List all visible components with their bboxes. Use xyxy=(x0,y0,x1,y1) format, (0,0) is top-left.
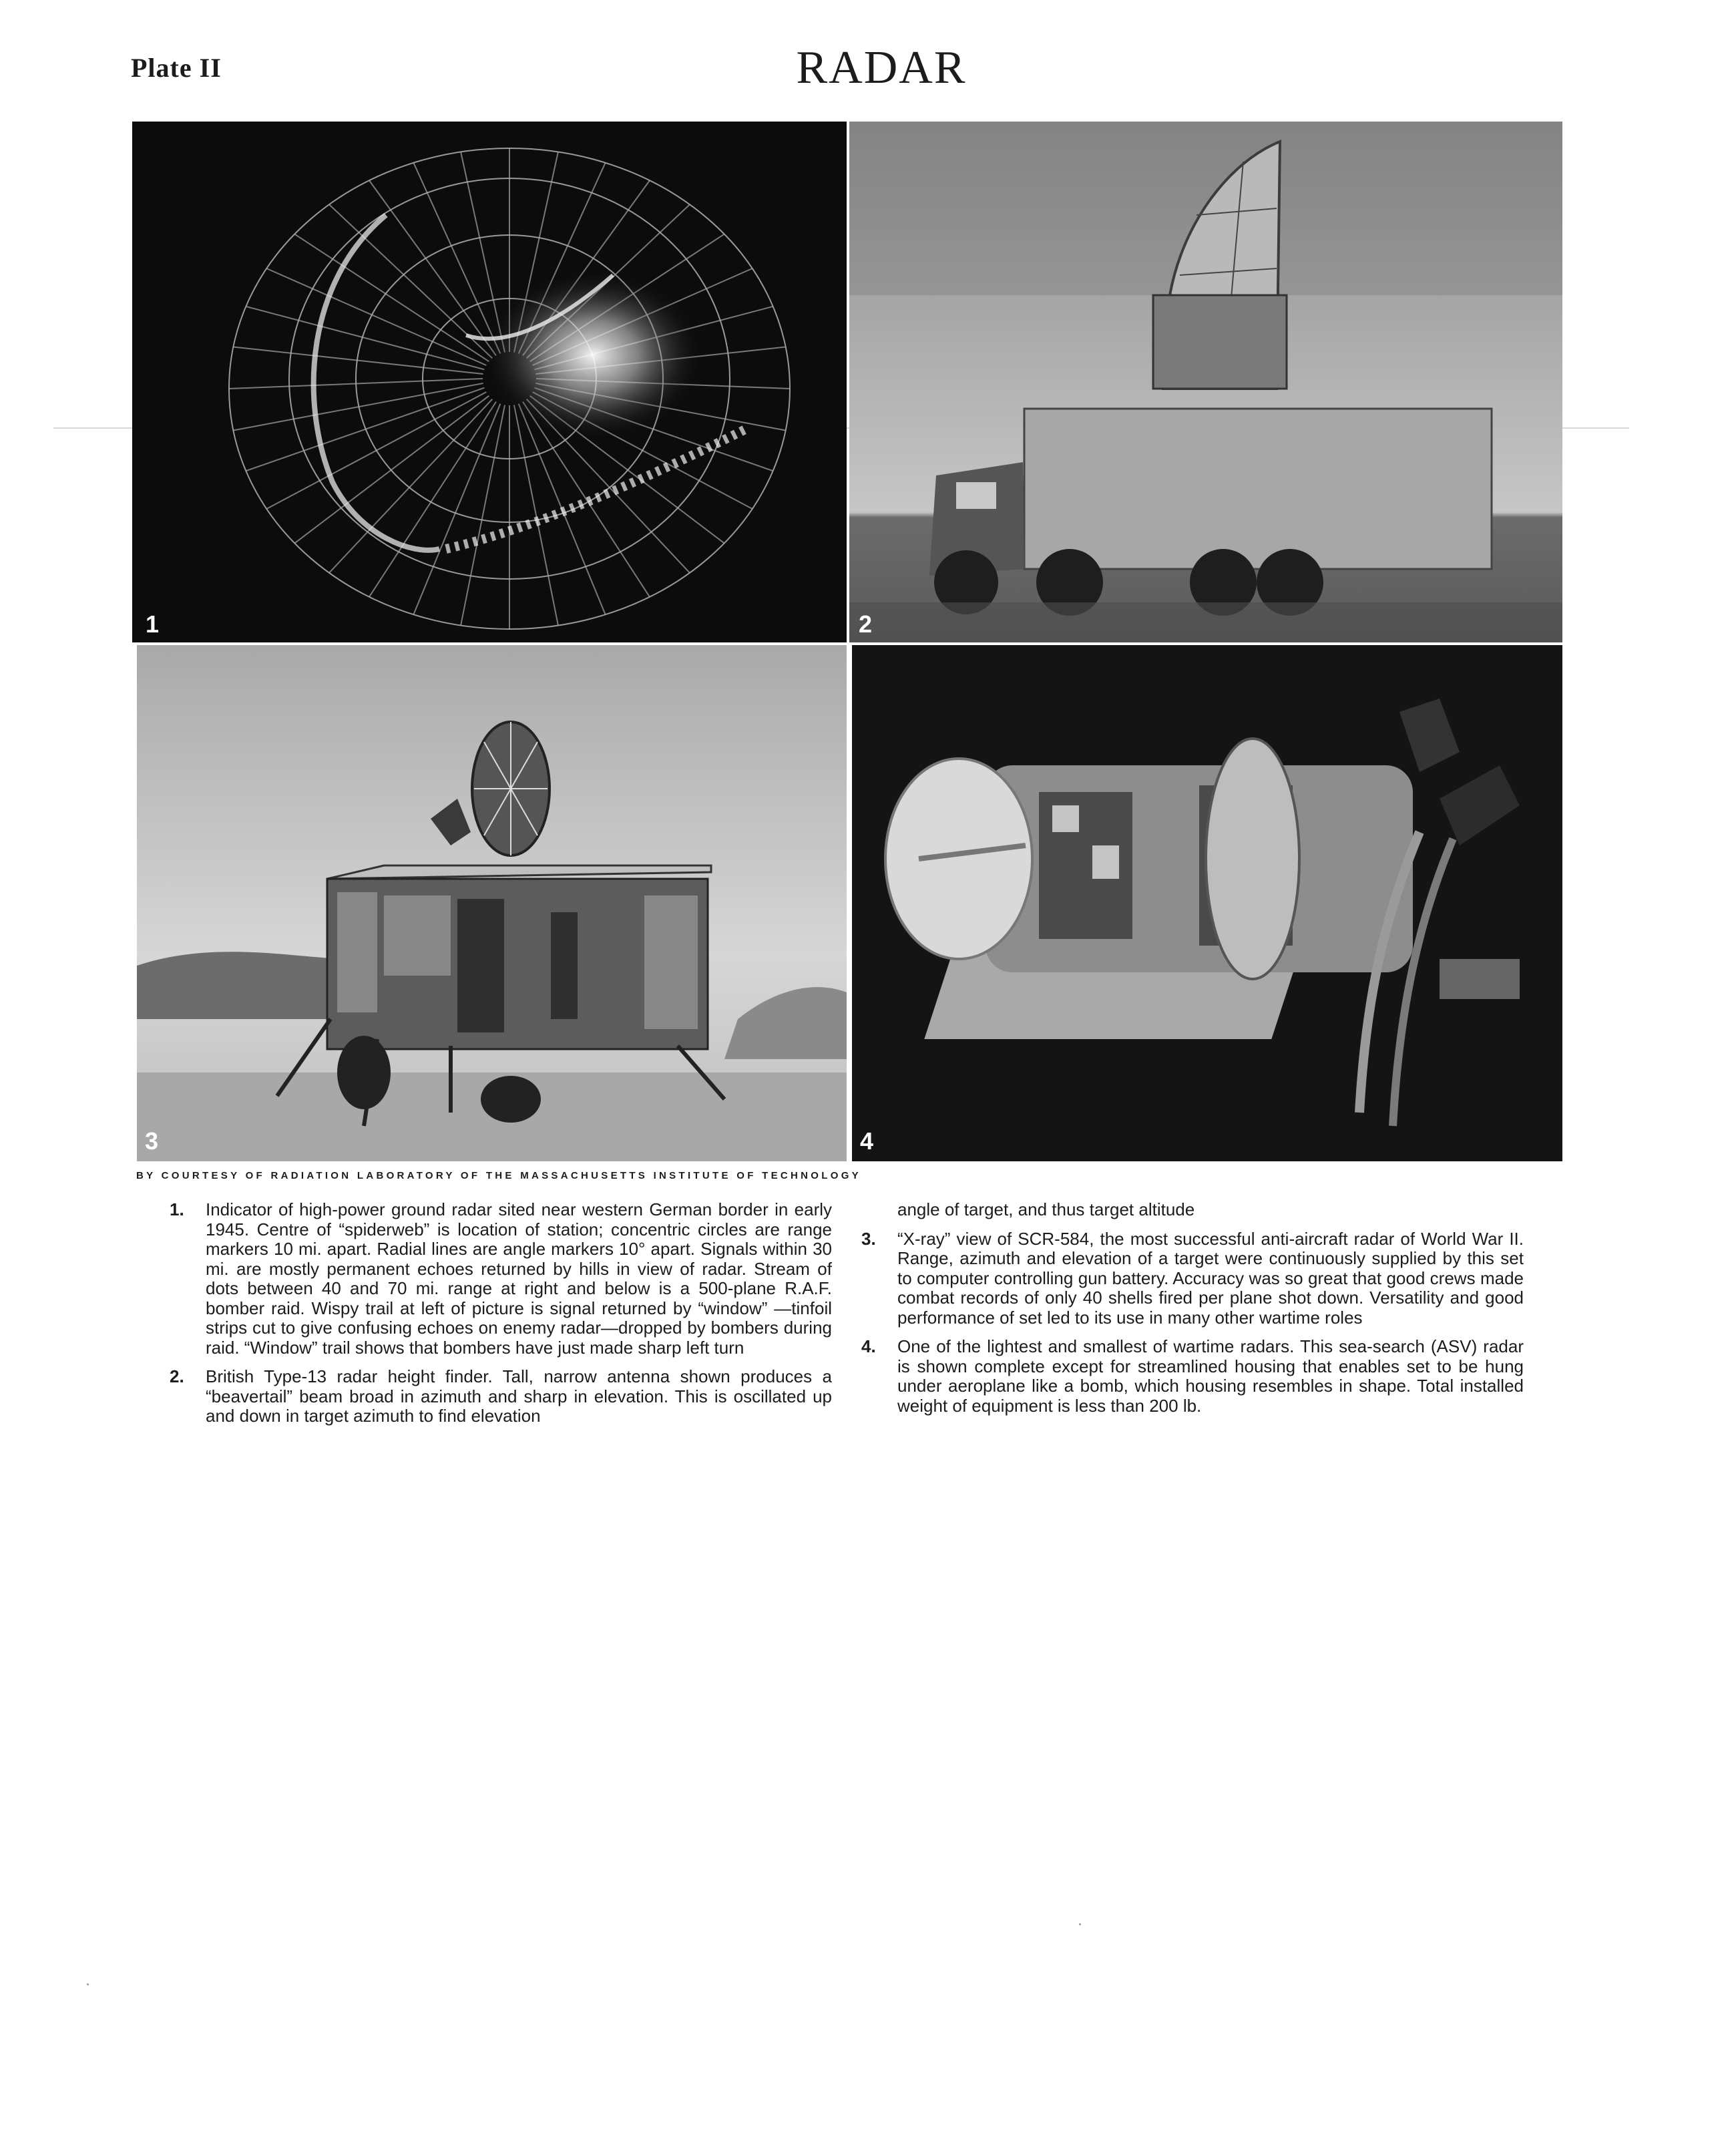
caption-1 xyxy=(170,1200,832,1358)
page-title: RADAR xyxy=(796,42,967,93)
scope-angle-marker xyxy=(294,234,489,362)
caption-3-number: 3. xyxy=(861,1228,876,1249)
scope-angle-marker xyxy=(246,307,484,369)
scope-angle-marker xyxy=(514,405,558,625)
plate-label: Plate II xyxy=(131,53,222,83)
caption-4-text: One of the lightest and smallest of wartime radars. This sea-search (ASV) radar is shown complete except for streamlined housing that enables set to be hung under aeroplane like a bomb, which housing resembles in shape. Total installed weight of equipment is less than 200 lb. xyxy=(897,1336,1524,1416)
scope-angle-marker xyxy=(246,388,484,471)
caption-column-right xyxy=(861,1200,1524,1425)
scope-angle-marker xyxy=(266,392,486,509)
scope-angle-marker xyxy=(294,396,489,544)
scan-speck xyxy=(87,1983,89,1985)
caption-3-text: “X-ray” view of SCR-584, the most successful anti-aircraft radar of World War II. Range, azimuth and elevation of a target were continuously supplied by this set to computer controlling gun battery. Accuracy was so great that good crews made combat records of only 40 shells fired per plane shot down. Versatility and good performance of set led to its use in many other wartime roles xyxy=(897,1228,1524,1328)
scope-angle-marker xyxy=(233,383,483,431)
photo-2-number: 2 xyxy=(859,610,873,638)
photo-2-height-finder xyxy=(849,122,1562,642)
photo-3-number: 3 xyxy=(145,1127,159,1155)
photo-3-scr-584 xyxy=(137,645,847,1161)
photo-1-radar-scope xyxy=(132,122,847,642)
scope-angle-marker xyxy=(461,405,505,625)
caption-4-number: 4. xyxy=(861,1336,876,1356)
photo-4-asv-radar xyxy=(852,645,1562,1161)
photo-1-number: 1 xyxy=(146,610,160,638)
caption-1-number: 1. xyxy=(170,1199,184,1219)
caption-1-text: Indicator of high-power ground radar sited near western German border in early 1945. Centre of “spiderweb” is location of station; concentric circles are range markers 10 mi. apart. Radial lines are angle markers 10° apart. Signals within 30 mi. are mostly permanent echoes returned by hills in view of radar. Stream of dots between 40 and 70 mi. range at right and below is a 500-plane R.A.F. bomber raid. Wispy trail at left of picture is signal returned by “window” —tinfoil strips cut to give confusing echoes on enemy radar—dropped by bombers during raid. “Window” trail shows that bombers have just made sharp left turn xyxy=(206,1199,832,1358)
caption-column-left xyxy=(170,1200,832,1436)
caption-2-text: British Type-13 radar height finder. Tall, narrow antenna shown produces a “beavertail” beam broad in azimuth and sharp in elevation. This is oscillated up and down in target azimuth to find elevation xyxy=(206,1366,832,1426)
photo-4-number: 4 xyxy=(860,1127,874,1155)
caption-2 xyxy=(170,1367,832,1426)
photo-credit: BY COURTESY OF RADIATION LABORATORY OF THE MASSACHUSETTS INSTITUTE OF TECHNOLOGY xyxy=(136,1170,861,1181)
caption-2-number: 2. xyxy=(170,1366,184,1386)
scan-speck xyxy=(1079,1923,1081,1925)
caption-4 xyxy=(861,1337,1524,1416)
scope-angle-marker xyxy=(369,180,496,355)
caption-2-continuation: angle of target, and thus target altitude xyxy=(897,1199,1195,1219)
caption-3 xyxy=(861,1229,1524,1328)
